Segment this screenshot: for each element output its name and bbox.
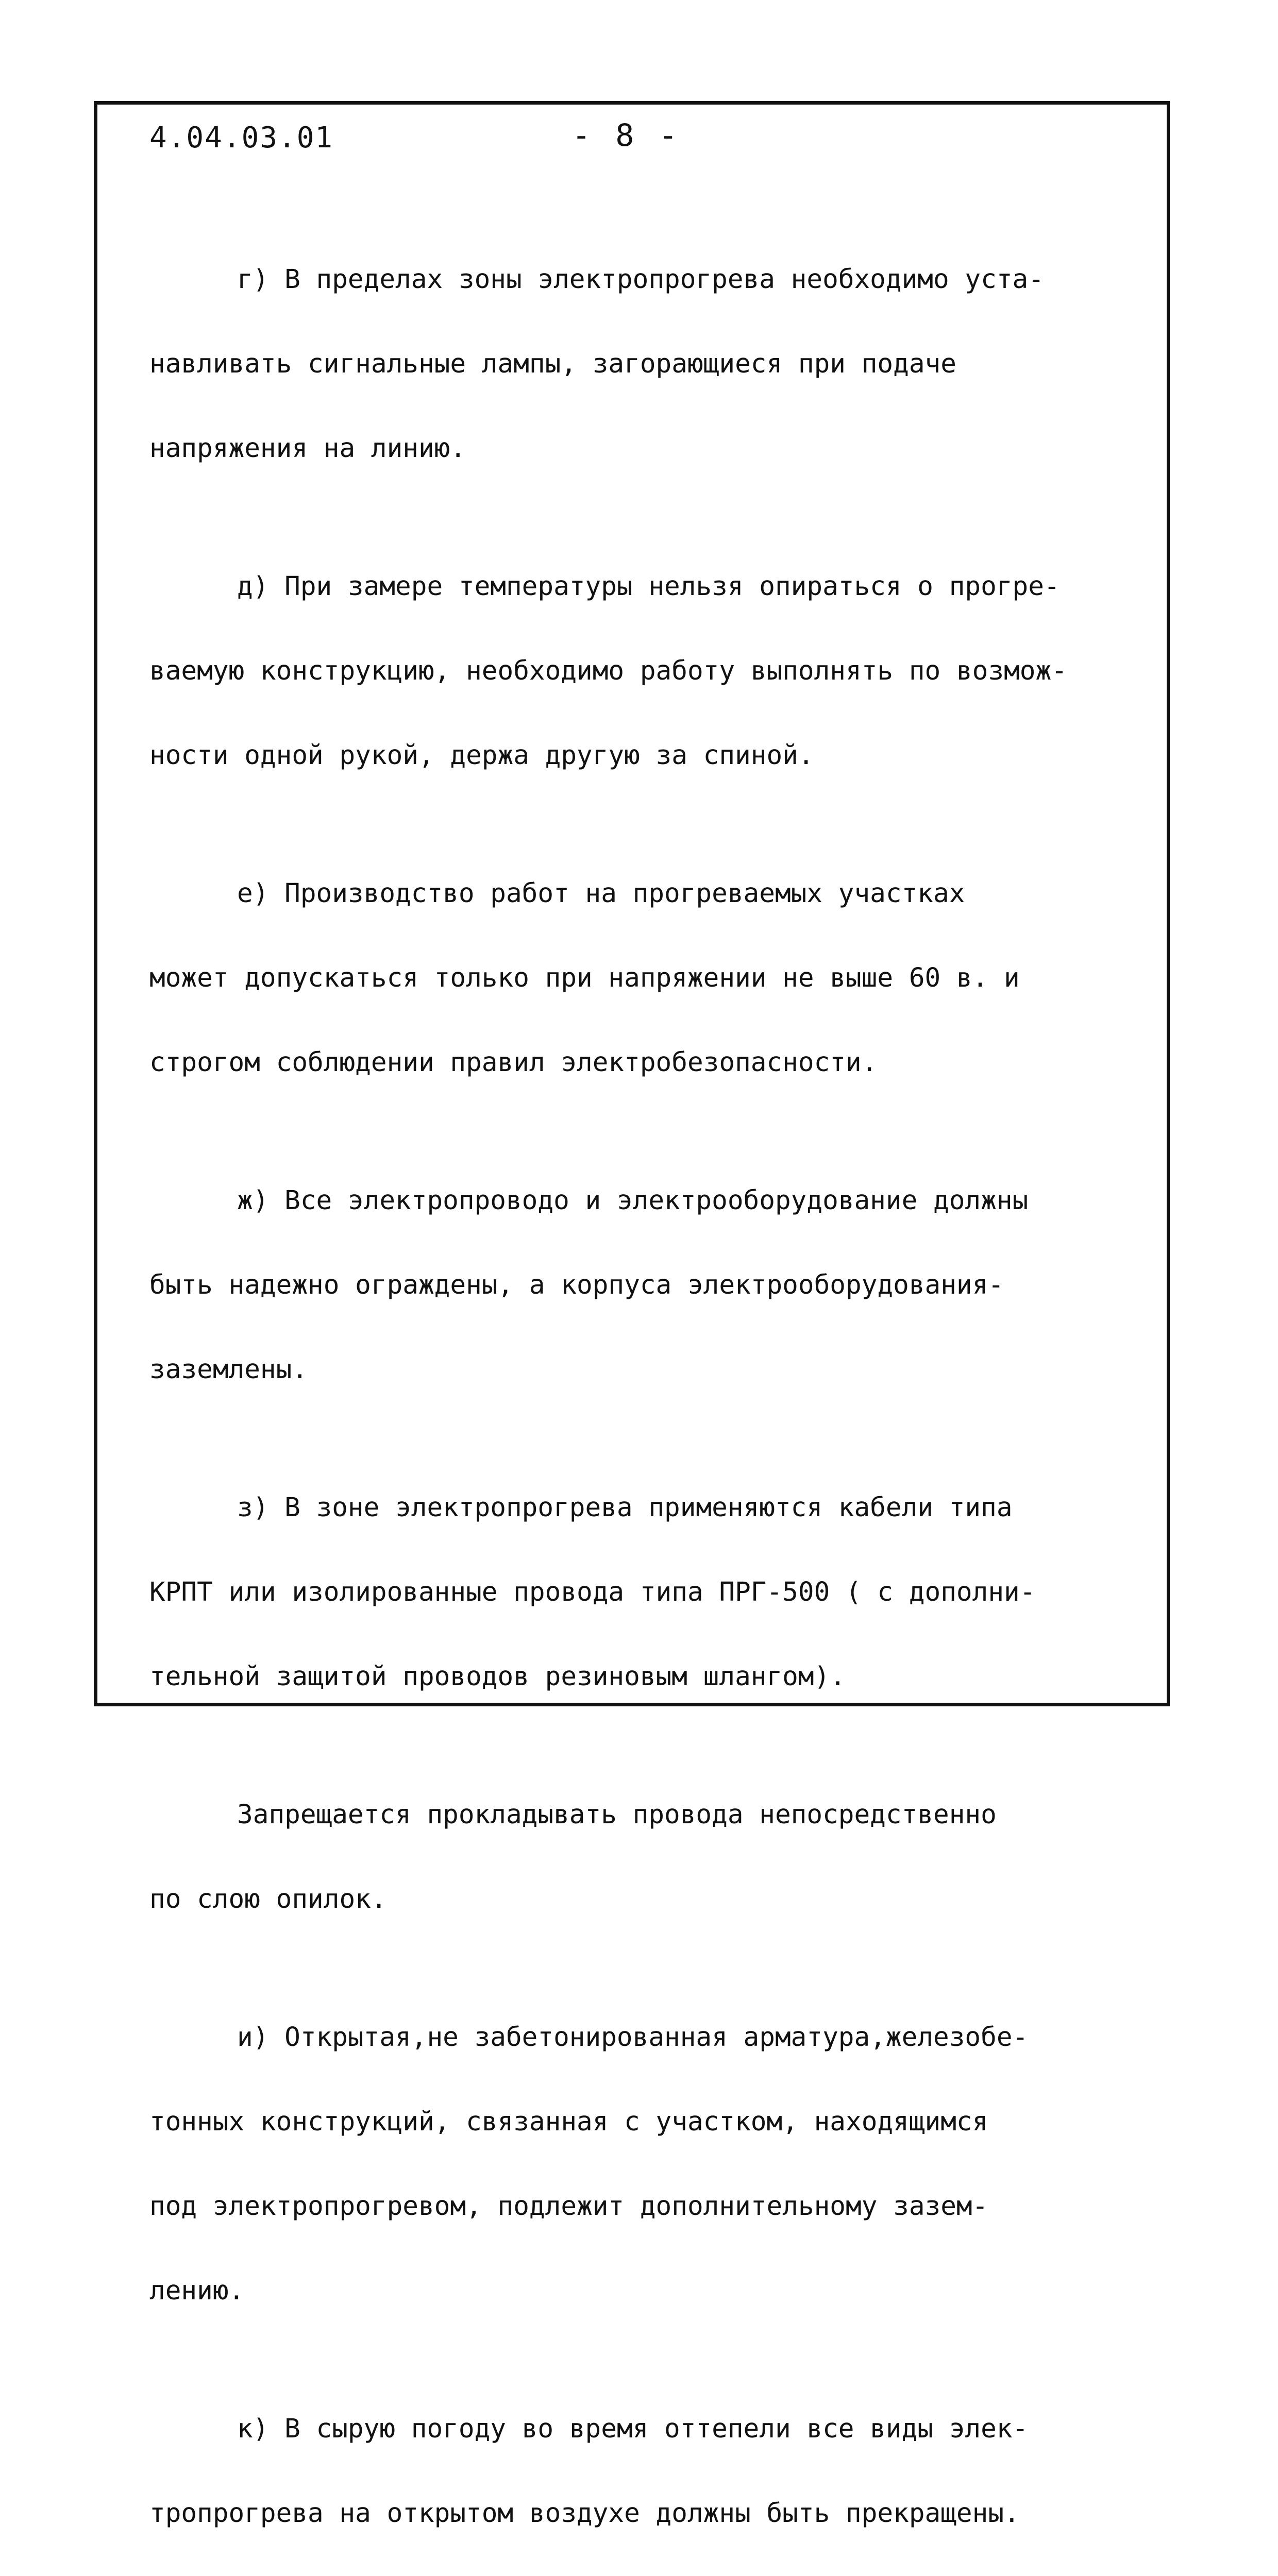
text-line: ж) Все электропроводо и электрооборудование должны: [237, 1185, 1029, 1216]
text-line: к) В сырую погоду во время оттепели все виды элек-: [237, 2414, 1029, 2444]
paragraph-prohibition: [149, 1752, 1139, 1963]
text-line: навливать сигнальные лампы, загорающиеся при подаче: [149, 349, 956, 379]
text-line: д) При замере температуры нельзя опираться о прогре-: [237, 571, 1060, 602]
text-line: г) В пределах зоны электропрогрева необходимо уста-: [237, 264, 1044, 295]
text-line: тельной защитой проводов резиновым шлангом).: [149, 1662, 846, 1692]
text-line: может допускаться только при напряжении не выше 60 в. и: [149, 963, 1020, 993]
text-line: заземлены.: [149, 1354, 308, 1385]
text-line: по слою опилок.: [149, 1884, 387, 1914]
paragraph-i: [149, 1974, 1139, 2354]
text-line: КРПТ или изолированные провода типа ПРГ-500 ( с дополни-: [149, 1577, 1036, 1607]
text-line: и) Открытая,не забетонированная арматура,железобе-: [237, 2022, 1029, 2053]
paragraph-zh: [149, 1138, 1139, 1433]
paragraph-e: [149, 831, 1139, 1126]
text-line: под электропрогревом, подлежит дополнительному зазем-: [149, 2191, 988, 2222]
text-line: напряжения на линию.: [149, 433, 466, 464]
text-line: ности одной рукой, держа другую за спиной.: [149, 740, 814, 771]
text-line: з) В зоне электропрогрева применяются кабели типа: [237, 1493, 1013, 1523]
document-body: [149, 216, 1139, 2576]
paragraph-k: [149, 2366, 1139, 2576]
paragraph-z: [149, 1445, 1139, 1740]
paragraph-d: [149, 523, 1139, 819]
text-line: строгом соблюдении правил электробезопасности.: [149, 1047, 878, 1078]
text-line: Запрещается прокладывать провода непосредственно: [237, 1800, 997, 1830]
paragraph-g: [149, 216, 1139, 512]
text-line: е) Производство работ на прогреваемых участках: [237, 878, 965, 909]
text-line: лению.: [149, 2276, 245, 2306]
page-number: - 8 -: [572, 117, 681, 154]
document-code: 4.04.03.01: [149, 121, 334, 155]
text-line: быть надежно ограждены, а корпуса электрооборудования-: [149, 1270, 1004, 1300]
text-line: ваемую конструкцию, необходимо работу выполнять по возмож-: [149, 656, 1067, 686]
text-line: тропрогрева на открытом воздухе должны быть прекращены.: [149, 2498, 1020, 2529]
text-line: тонных конструкций, связанная с участком, находящимся: [149, 2107, 988, 2137]
